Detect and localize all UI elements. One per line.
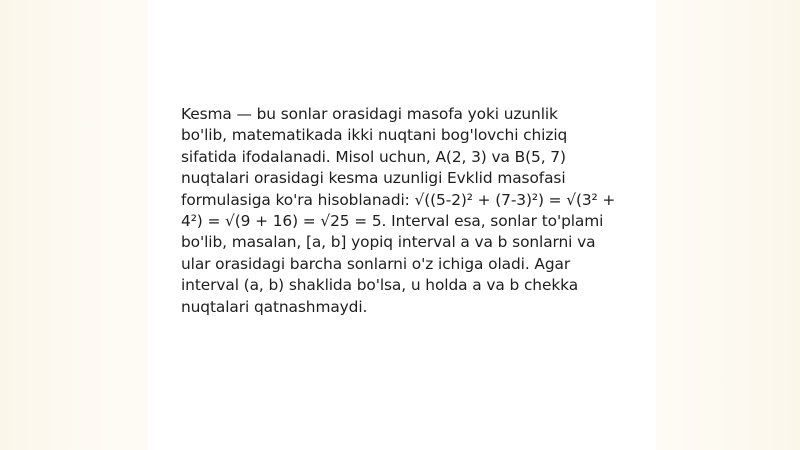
body-paragraph: Kesma — bu sonlar orasidagi masofa yoki uzunlik bo'lib, matematikada ikki nuqtani bog'lovchi chiziq sifatida ifodalanadi. Misol uchun, A(2, 3) va B(5, 7) nuqtalari orasidagi kesma uzunligi Evklid masofasi formulasiga ko'ra hisoblanadi: √((5-2)² + (7-3)²) = √(3² + 4²) = √(9 + 16) = √25 = 5. Interval esa, sonlar to'plami bo'lib, masalan, [a, b] yopiq interval a va b sonlarni va ular orasidagi barcha sonlarni o'z ichiga oladi. Agar interval (a, b) shaklida bo'lsa, u holda a va b chekka nuqtalari qatnashmaydi. (181, 105, 616, 316)
document-page (148, 0, 656, 450)
